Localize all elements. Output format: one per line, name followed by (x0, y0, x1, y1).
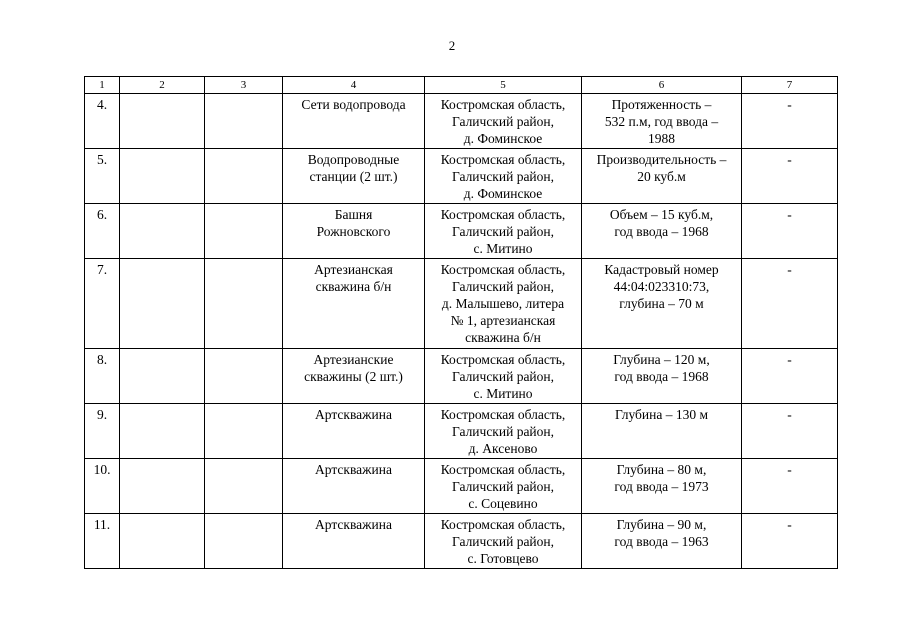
object-address: Костромская область, Галичский район, с. Митино (425, 349, 582, 404)
object-address: Костромская область, Галичский район, д. Малышево, литера № 1, артезианская скважина б/н (425, 259, 582, 349)
object-address: Костромская область, Галичский район, д. Фоминское (425, 149, 582, 204)
object-address: Костромская область, Галичский район, с. Соцевино (425, 459, 582, 514)
header-row (85, 77, 838, 94)
cell-col-3 (205, 349, 283, 404)
cell-col-3 (205, 204, 283, 259)
cell-col-3 (205, 149, 283, 204)
header-col-4: 4 (283, 77, 425, 94)
cell-col-2 (120, 349, 205, 404)
object-name: Артскважина (283, 404, 425, 459)
object-address: Костромская область, Галичский район, д. Аксеново (425, 404, 582, 459)
cell-col-7: - (742, 149, 838, 204)
table-row (85, 514, 838, 569)
object-name: Сети водопровода (283, 94, 425, 149)
object-address: Костромская область, Галичский район, с. Митино (425, 204, 582, 259)
table-row (85, 459, 838, 514)
table-body (85, 94, 838, 569)
object-name: Артезианская скважина б/н (283, 259, 425, 349)
row-number: 5. (85, 149, 120, 204)
object-characteristics: Производительность – 20 куб.м (582, 149, 742, 204)
table-row (85, 149, 838, 204)
cell-col-2 (120, 204, 205, 259)
table-row (85, 259, 838, 349)
row-number: 6. (85, 204, 120, 259)
object-characteristics: Глубина – 80 м, год ввода – 1973 (582, 459, 742, 514)
cell-col-2 (120, 459, 205, 514)
cell-col-7: - (742, 349, 838, 404)
row-number: 4. (85, 94, 120, 149)
cell-col-2 (120, 94, 205, 149)
object-characteristics: Протяженность – 532 п.м, год ввода – 1988 (582, 94, 742, 149)
header-col-5: 5 (425, 77, 582, 94)
cell-col-2 (120, 259, 205, 349)
object-name: Артскважина (283, 514, 425, 569)
property-table (84, 76, 838, 569)
table-header (85, 77, 838, 94)
object-characteristics: Глубина – 120 м, год ввода – 1968 (582, 349, 742, 404)
cell-col-7: - (742, 459, 838, 514)
cell-col-3 (205, 259, 283, 349)
object-name: Артезианские скважины (2 шт.) (283, 349, 425, 404)
object-characteristics: Глубина – 130 м (582, 404, 742, 459)
cell-col-7: - (742, 404, 838, 459)
cell-col-3 (205, 514, 283, 569)
object-characteristics: Объем – 15 куб.м, год ввода – 1968 (582, 204, 742, 259)
cell-col-3 (205, 459, 283, 514)
header-col-1: 1 (85, 77, 120, 94)
cell-col-7: - (742, 259, 838, 349)
object-address: Костромская область, Галичский район, д. Фоминское (425, 94, 582, 149)
object-name: Артскважина (283, 459, 425, 514)
page-number: 2 (448, 38, 456, 53)
header-col-3: 3 (205, 77, 283, 94)
table-row (85, 349, 838, 404)
object-name: Водопроводные станции (2 шт.) (283, 149, 425, 204)
object-characteristics: Глубина – 90 м, год ввода – 1963 (582, 514, 742, 569)
header-col-6: 6 (582, 77, 742, 94)
cell-col-3 (205, 94, 283, 149)
table-row (85, 404, 838, 459)
object-name: Башня Рожновского (283, 204, 425, 259)
object-characteristics: Кадастровый номер 44:04:023310:73, глубина – 70 м (582, 259, 742, 349)
cell-col-7: - (742, 94, 838, 149)
object-address: Костромская область, Галичский район, с. Готовцево (425, 514, 582, 569)
cell-col-2 (120, 514, 205, 569)
table-row (85, 204, 838, 259)
cell-col-2 (120, 404, 205, 459)
cell-col-2 (120, 149, 205, 204)
cell-col-7: - (742, 514, 838, 569)
row-number: 10. (85, 459, 120, 514)
row-number: 7. (85, 259, 120, 349)
cell-col-3 (205, 404, 283, 459)
cell-col-7: - (742, 204, 838, 259)
row-number: 8. (85, 349, 120, 404)
header-col-7: 7 (742, 77, 838, 94)
header-col-2: 2 (120, 77, 205, 94)
table-row (85, 94, 838, 149)
row-number: 9. (85, 404, 120, 459)
row-number: 11. (85, 514, 120, 569)
